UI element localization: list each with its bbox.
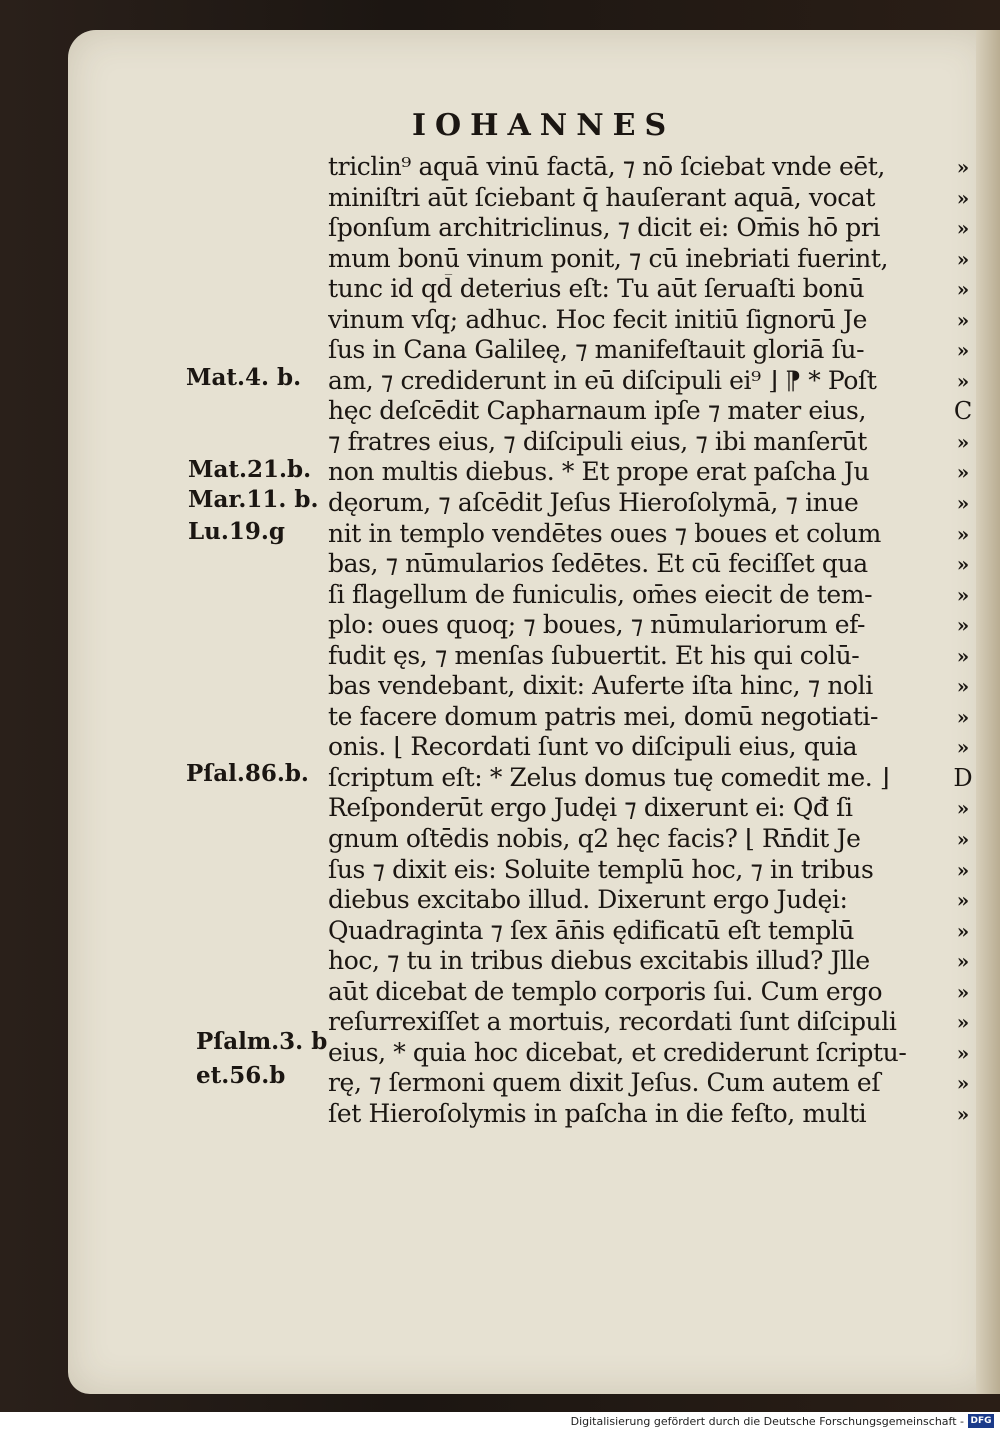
text-line: hoc, ⁊ tu in tribus diebus excitabis illud? Jlle <box>328 946 870 976</box>
text-line: rę, ⁊ ſermoni quem dixit Jeſus. Cum autem eſ <box>328 1068 881 1098</box>
quote-mark: » <box>956 827 970 852</box>
section-letter: D <box>953 763 973 792</box>
quote-mark: » <box>956 185 970 210</box>
text-line: vinum vſq; adhuc. Hoc fecit initiū ſignorū Je <box>328 304 867 334</box>
text-line: Reſponderūt ergo Judęi ⁊ dixerunt ei: Qđ ſi <box>328 793 853 823</box>
quote-mark: » <box>956 307 970 332</box>
quote-mark: » <box>956 429 970 454</box>
footer-bar <box>0 1412 1000 1432</box>
quote-mark: » <box>956 796 970 821</box>
quote-mark: » <box>956 857 970 882</box>
text-line: ſi flagellum de funiculis, om̄es eiecit de tem- <box>328 579 873 609</box>
footer-text: Digitalisierung gefördert durch die Deutsche Forschungsgemeinschaft - <box>570 1415 964 1428</box>
right-margin-marks <box>946 152 980 1130</box>
quote-mark: » <box>956 979 970 1004</box>
quote-mark: » <box>956 918 970 943</box>
quote-mark: » <box>956 735 970 760</box>
text-line: aūt dicebat de templo corporis ſui. Cum ergo <box>328 976 883 1006</box>
text-line: te facere domum patris mei, domū negotiati- <box>328 701 879 731</box>
text-line: eius, * quia hoc dicebat, et crediderunt ſcriptu- <box>328 1037 907 1067</box>
margin-note: Pſal.86.b. <box>186 760 309 787</box>
quote-mark: » <box>956 1010 970 1035</box>
text-line: triclin⁹ aquā vinū factā, ⁊ nō ſciebat vnde eēt, <box>328 152 885 181</box>
text-line: ſcriptum eſt: * Zelus domus tuę comedit me. ⌋ <box>328 762 890 792</box>
text-line: plo: oues quoq; ⁊ boues, ⁊ nūmulariorum ef- <box>328 610 866 640</box>
text-line: ſus in Cana Galileę, ⁊ manifeſtauit gloriā ſu- <box>328 335 865 365</box>
text-line: ſponſum architriclinus, ⁊ dicit ei: Om̄is hō pri <box>328 213 881 243</box>
margin-note: Mat.4. b. <box>186 364 302 391</box>
text-line: diebus excitabo illud. Dixerunt ergo Judęi: <box>328 885 848 915</box>
text-line: non multis diebus. * Et prope erat paſcha Ju <box>328 457 870 487</box>
quote-mark: » <box>956 613 970 638</box>
quote-mark: » <box>956 216 970 241</box>
text-line: Quadraginta ⁊ ſex ān̄is ędificatū eſt templū <box>328 915 855 945</box>
quote-mark: » <box>956 277 970 302</box>
text-line: bas vendebant, dixit: Auferte iſta hinc, ⁊ noli <box>328 671 873 701</box>
quote-mark: » <box>956 582 970 607</box>
quote-mark: » <box>956 1040 970 1065</box>
quote-mark: » <box>956 888 970 913</box>
running-title: IOHANNES <box>412 108 676 143</box>
text-line: fudit ęs, ⁊ menſas ſubuertit. Et his qui colū- <box>328 640 860 670</box>
text-line: hęc deſcēdit Capharnaum ipſe ⁊ mater eius, <box>328 396 867 426</box>
margin-note: Pſalm.3. b <box>196 1028 328 1055</box>
margin-note: et.56.b <box>196 1062 286 1089</box>
quote-mark: » <box>956 246 970 271</box>
text-line: bas, ⁊ nūmularios ſedētes. Et cū feciſſet qua <box>328 549 868 579</box>
text-line: nit in templo vendētes oues ⁊ boues et colum <box>328 518 881 548</box>
margin-note: Lu.19.g <box>188 518 285 545</box>
margin-note: Mat.21.b. <box>188 456 312 483</box>
quote-mark: » <box>956 674 970 699</box>
quote-mark: » <box>956 1071 970 1096</box>
quote-mark: » <box>956 338 970 363</box>
quote-mark: » <box>956 368 970 393</box>
quote-mark: » <box>956 643 970 668</box>
text-line: gnum oſtēdis nobis, q2 hęc facis? ⌊ Rn̄dit Je <box>328 824 861 854</box>
quote-mark: » <box>956 521 970 546</box>
text-line: ſus ⁊ dixit eis: Soluite templū hoc, ⁊ in tribus <box>328 854 874 884</box>
text-line: mum bonū vinum ponit, ⁊ cū inebriati fuerint, <box>328 243 889 273</box>
text-line: onis. ⌊ Recordati ſunt vo diſcipuli eius, quia <box>328 732 858 762</box>
margin-note: Mar.11. b. <box>188 486 319 513</box>
quote-mark: » <box>956 491 970 516</box>
quote-mark: » <box>956 704 970 729</box>
text-line: miniſtri aūt ſciebant q̄ hauſerant aquā, vocat <box>328 182 876 212</box>
text-line: am, ⁊ crediderunt in eū diſcipuli ei⁹ ⌋ ⁋ * Poſt <box>328 365 877 395</box>
dfg-logo: DFG <box>968 1414 994 1428</box>
text-line: ſet Hieroſolymis in paſcha in die feſto, multi <box>328 1098 867 1128</box>
quote-mark: » <box>956 155 970 179</box>
text-line: dęorum, ⁊ aſcēdit Jeſus Hieroſolymā, ⁊ inue <box>328 488 859 518</box>
text-line: reſurrexiſſet a mortuis, recordati ſunt diſcipuli <box>328 1007 897 1037</box>
body-text <box>328 152 940 1130</box>
quote-mark: » <box>956 949 970 974</box>
quote-mark: » <box>956 460 970 485</box>
section-letter: C <box>953 397 973 426</box>
text-line: ⁊ fratres eius, ⁊ diſcipuli eius, ⁊ ibi manſerūt <box>328 426 867 456</box>
quote-mark: » <box>956 1101 970 1126</box>
text-line: tunc id qd̄ deterius eſt: Tu aūt ſeruaſti bonū <box>328 274 865 304</box>
quote-mark: » <box>956 552 970 577</box>
